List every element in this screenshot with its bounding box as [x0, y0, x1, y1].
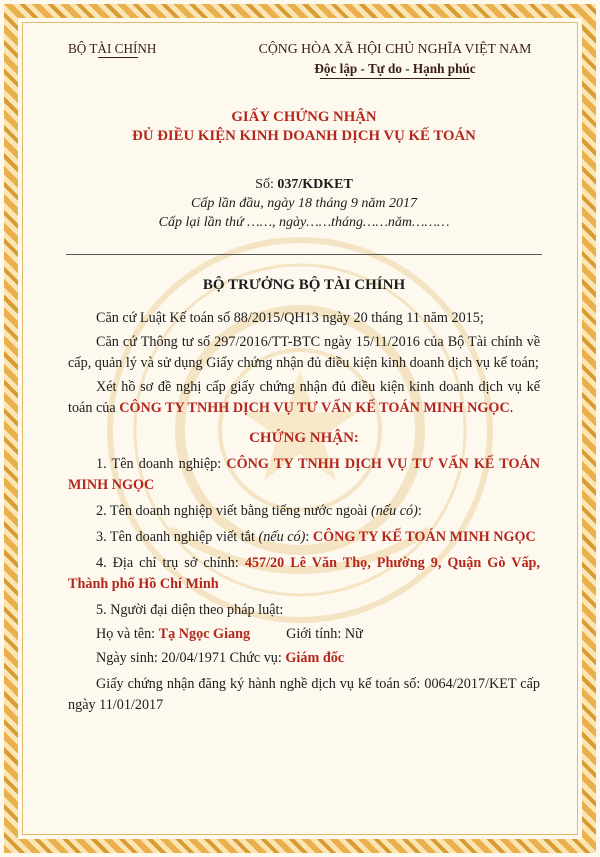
rep-position-value: Giám đốc	[285, 650, 345, 666]
rep-position-label: Chức vụ:	[229, 650, 286, 666]
divider	[66, 254, 542, 255]
national-motto: Độc lập - Tự do - Hạnh phúc	[314, 61, 476, 76]
item-short-name	[68, 527, 540, 548]
legal-basis-1: Căn cứ Luật Kế toán số 88/2015/QH13 ngày 20 tháng 11 năm 2015;	[96, 310, 484, 326]
item-2-colon: :	[417, 503, 422, 519]
period: .	[509, 400, 514, 416]
item-legal-rep: 5. Người đại diện theo pháp luật:	[96, 602, 284, 618]
certificate-title	[68, 108, 540, 146]
item-address	[68, 553, 540, 595]
consideration-paragraph	[68, 377, 540, 419]
item-3-value: CÔNG TY KẾ TOÁN MINH NGỌC	[312, 529, 536, 545]
practice-license: Giấy chứng nhận đăng ký hành nghề dịch vụ kế toán số: 0064/2017/KET cấp ngày 11/01/2017	[68, 676, 540, 713]
item-foreign-name	[68, 501, 540, 522]
item-2-label: 2. Tên doanh nghiệp viết bằng tiếng nước ngoài	[96, 503, 371, 519]
number-label: Số:	[255, 177, 278, 192]
item-3-note: (nếu có)	[258, 529, 306, 545]
first-issue-date	[68, 194, 540, 213]
country-name: CỘNG HÒA XÃ HỘI CHỦ NGHĨA VIỆT NAM	[258, 41, 532, 56]
item-1-value: CÔNG TY TNHH DỊCH VỤ TƯ VẤN KẾ TOÁN MINH NGỌC	[68, 456, 541, 493]
rep-gender: Giới tính: Nữ	[286, 626, 363, 642]
item-2-note: (nếu có)	[370, 503, 418, 519]
rep-dob: Ngày sinh: 20/04/1971	[96, 650, 227, 666]
item-enterprise-name	[68, 454, 540, 496]
certify-heading: CHỨNG NHẬN:	[249, 430, 359, 446]
rep-name-label: Họ và tên:	[96, 626, 159, 642]
item-3-label: 3. Tên doanh nghiệp viết tắt	[96, 529, 259, 545]
item-3-colon: :	[305, 529, 313, 545]
document-header	[68, 38, 540, 82]
motto-underline	[320, 78, 470, 79]
national-header	[250, 38, 540, 79]
issuing-ministry: BỘ TÀI CHÍNH	[68, 41, 157, 56]
rep-dob-row	[68, 648, 540, 669]
rep-name-value: Tạ Ngọc Giang	[158, 626, 251, 642]
consideration-text: Xét hồ sơ đề nghị cấp giấy chứng nhận đủ điều kiện kinh doanh dịch vụ kế toán của	[68, 379, 540, 416]
reissue-text: Cấp lại lần thứ ……, ngày……tháng……năm………	[158, 215, 450, 230]
rep-name-row	[68, 624, 540, 645]
item-4-value: 457/20 Lê Văn Thọ, Phường 9, Quận Gò Vấp, Thành phố Hồ Chí Minh	[68, 555, 540, 592]
first-issue-text: Cấp lần đầu, ngày 18 tháng 9 năm 2017	[191, 196, 417, 211]
certificate-number	[68, 175, 540, 194]
legal-basis-2: Căn cứ Thông tư số 297/2016/TT-BTC ngày 15/11/2016 của Bộ Tài chính về cấp, quản lý và sử dụng Giấy chứng nhận đủ điều kiện kinh doanh dịch vụ kế toán;	[68, 334, 540, 371]
reissue-date	[68, 213, 540, 232]
item-1-label: 1. Tên doanh nghiệp:	[96, 456, 227, 472]
minister-heading: BỘ TRƯỞNG BỘ TÀI CHÍNH	[202, 277, 406, 293]
title-line-1: GIẤY CHỨNG NHẬN	[231, 109, 377, 125]
title-line-2: ĐỦ ĐIỀU KIỆN KINH DOANH DỊCH VỤ KẾ TOÁN	[132, 128, 476, 144]
number-value: 037/KDKET	[277, 177, 353, 192]
ministry-underline	[98, 57, 138, 58]
company-name: CÔNG TY TNHH DỊCH VỤ TƯ VẤN KẾ TOÁN MINH NGỌC	[119, 400, 510, 416]
certificate-meta	[68, 175, 540, 232]
item-4-label: 4. Địa chỉ trụ sở chính:	[96, 555, 245, 571]
